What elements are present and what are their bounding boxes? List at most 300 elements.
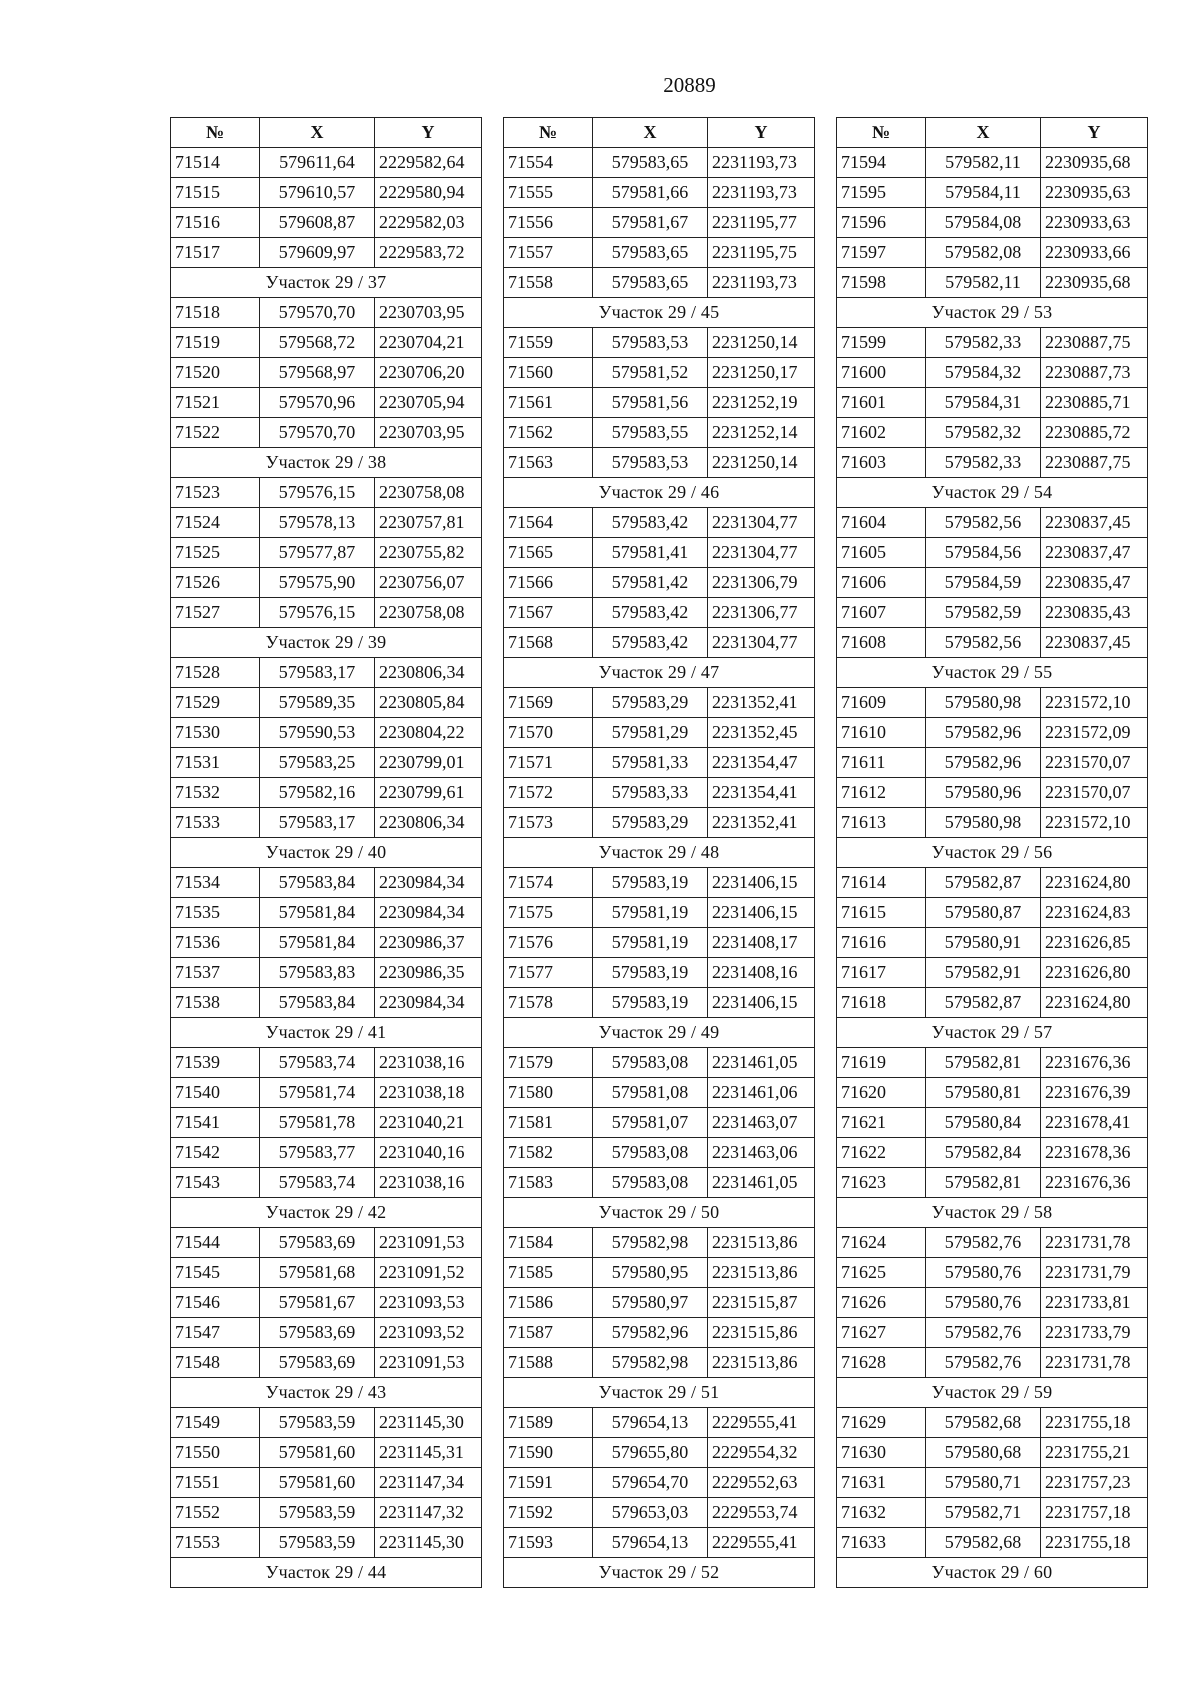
point-number: 71628 — [837, 1348, 926, 1378]
point-number: 71576 — [504, 928, 593, 958]
table-row — [504, 988, 815, 1018]
table-row — [837, 748, 1148, 778]
y-coordinate: 2231304,77 — [708, 508, 815, 538]
section-label: Участок 29 / 52 — [504, 1558, 815, 1588]
coordinate-table-3 — [836, 117, 1148, 1588]
section-row — [504, 1198, 815, 1228]
y-coordinate: 2230835,43 — [1041, 598, 1148, 628]
table-row — [837, 928, 1148, 958]
x-coordinate: 579582,16 — [260, 778, 375, 808]
x-coordinate: 579582,59 — [926, 598, 1041, 628]
x-coordinate: 579581,41 — [593, 538, 708, 568]
point-number: 71626 — [837, 1288, 926, 1318]
x-coordinate: 579581,74 — [260, 1078, 375, 1108]
table-row — [504, 178, 815, 208]
point-number: 71528 — [171, 658, 260, 688]
y-coordinate: 2231193,73 — [708, 148, 815, 178]
table-row — [171, 358, 482, 388]
header-x: X — [593, 118, 708, 148]
table-row — [837, 1468, 1148, 1498]
table-row — [504, 1318, 815, 1348]
point-number: 71619 — [837, 1048, 926, 1078]
section-label: Участок 29 / 44 — [171, 1558, 482, 1588]
table-row — [504, 448, 815, 478]
table-row — [171, 868, 482, 898]
x-coordinate: 579582,68 — [926, 1408, 1041, 1438]
section-label: Участок 29 / 49 — [504, 1018, 815, 1048]
x-coordinate: 579581,67 — [593, 208, 708, 238]
table-row — [837, 148, 1148, 178]
table-row — [171, 958, 482, 988]
coordinate-table-1 — [170, 117, 482, 1588]
point-number: 71593 — [504, 1528, 593, 1558]
y-coordinate: 2231626,85 — [1041, 928, 1148, 958]
table-row — [837, 1528, 1148, 1558]
table-row — [171, 1138, 482, 1168]
header-num: № — [837, 118, 926, 148]
point-number: 71516 — [171, 208, 260, 238]
x-coordinate: 579580,87 — [926, 898, 1041, 928]
x-coordinate: 579583,53 — [593, 328, 708, 358]
y-coordinate: 2231193,73 — [708, 178, 815, 208]
point-number: 71526 — [171, 568, 260, 598]
x-coordinate: 579581,78 — [260, 1108, 375, 1138]
y-coordinate: 2231570,07 — [1041, 748, 1148, 778]
x-coordinate: 579576,15 — [260, 598, 375, 628]
x-coordinate: 579581,60 — [260, 1468, 375, 1498]
table-row — [837, 628, 1148, 658]
y-coordinate: 2231624,80 — [1041, 988, 1148, 1018]
x-coordinate: 579582,56 — [926, 628, 1041, 658]
x-coordinate: 579583,17 — [260, 658, 375, 688]
point-number: 71557 — [504, 238, 593, 268]
table-row — [171, 598, 482, 628]
x-coordinate: 579570,70 — [260, 418, 375, 448]
x-coordinate: 579583,25 — [260, 748, 375, 778]
y-coordinate: 2230758,08 — [375, 478, 482, 508]
y-coordinate: 2231624,83 — [1041, 898, 1148, 928]
section-label: Участок 29 / 58 — [837, 1198, 1148, 1228]
section-label: Участок 29 / 40 — [171, 838, 482, 868]
point-number: 71523 — [171, 478, 260, 508]
x-coordinate: 579583,08 — [593, 1138, 708, 1168]
y-coordinate: 2230806,34 — [375, 658, 482, 688]
point-number: 71591 — [504, 1468, 593, 1498]
point-number: 71536 — [171, 928, 260, 958]
table-row — [504, 1288, 815, 1318]
point-number: 71588 — [504, 1348, 593, 1378]
x-coordinate: 579581,08 — [593, 1078, 708, 1108]
point-number: 71531 — [171, 748, 260, 778]
y-coordinate: 2231678,41 — [1041, 1108, 1148, 1138]
y-coordinate: 2231461,05 — [708, 1048, 815, 1078]
table-row — [837, 598, 1148, 628]
point-number: 71554 — [504, 148, 593, 178]
section-label: Участок 29 / 51 — [504, 1378, 815, 1408]
y-coordinate: 2231038,16 — [375, 1048, 482, 1078]
x-coordinate: 579583,19 — [593, 958, 708, 988]
table-row — [171, 1528, 482, 1558]
y-coordinate: 2230837,47 — [1041, 538, 1148, 568]
point-number: 71553 — [171, 1528, 260, 1558]
x-coordinate: 579580,91 — [926, 928, 1041, 958]
point-number: 71533 — [171, 808, 260, 838]
y-coordinate: 2231408,17 — [708, 928, 815, 958]
header-y: Y — [708, 118, 815, 148]
y-coordinate: 2231515,87 — [708, 1288, 815, 1318]
point-number: 71552 — [171, 1498, 260, 1528]
point-number: 71613 — [837, 808, 926, 838]
table-row — [504, 1048, 815, 1078]
point-number: 71519 — [171, 328, 260, 358]
point-number: 71633 — [837, 1528, 926, 1558]
x-coordinate: 579580,95 — [593, 1258, 708, 1288]
y-coordinate: 2230837,45 — [1041, 628, 1148, 658]
y-coordinate: 2231195,75 — [708, 238, 815, 268]
point-number: 71604 — [837, 508, 926, 538]
point-number: 71620 — [837, 1078, 926, 1108]
table-row — [504, 1138, 815, 1168]
table-row — [504, 1528, 815, 1558]
y-coordinate: 2231193,73 — [708, 268, 815, 298]
table-row — [504, 928, 815, 958]
x-coordinate: 579575,90 — [260, 568, 375, 598]
point-number: 71612 — [837, 778, 926, 808]
table-row — [837, 1408, 1148, 1438]
point-number: 71521 — [171, 388, 260, 418]
table-row — [171, 568, 482, 598]
table-row — [504, 1438, 815, 1468]
y-coordinate: 2231733,81 — [1041, 1288, 1148, 1318]
table-row — [837, 1348, 1148, 1378]
y-coordinate: 2231572,10 — [1041, 688, 1148, 718]
y-coordinate: 2230837,45 — [1041, 508, 1148, 538]
y-coordinate: 2231757,23 — [1041, 1468, 1148, 1498]
x-coordinate: 579583,29 — [593, 808, 708, 838]
x-coordinate: 579584,31 — [926, 388, 1041, 418]
section-row — [504, 478, 815, 508]
table-row — [504, 688, 815, 718]
y-coordinate: 2230804,22 — [375, 718, 482, 748]
point-number: 71574 — [504, 868, 593, 898]
table-row — [504, 208, 815, 238]
table-row — [171, 1168, 482, 1198]
x-coordinate: 579581,33 — [593, 748, 708, 778]
x-coordinate: 579583,69 — [260, 1318, 375, 1348]
table-row — [504, 1348, 815, 1378]
y-coordinate: 2231252,14 — [708, 418, 815, 448]
point-number: 71559 — [504, 328, 593, 358]
header-num: № — [171, 118, 260, 148]
y-coordinate: 2231147,34 — [375, 1468, 482, 1498]
y-coordinate: 2231252,19 — [708, 388, 815, 418]
table-row — [837, 1228, 1148, 1258]
section-label: Участок 29 / 53 — [837, 298, 1148, 328]
table-row — [837, 718, 1148, 748]
y-coordinate: 2231733,79 — [1041, 1318, 1148, 1348]
table-row — [171, 478, 482, 508]
y-coordinate: 2231250,14 — [708, 328, 815, 358]
x-coordinate: 579655,80 — [593, 1438, 708, 1468]
point-number: 71564 — [504, 508, 593, 538]
section-row — [504, 658, 815, 688]
point-number: 71524 — [171, 508, 260, 538]
section-label: Участок 29 / 37 — [171, 268, 482, 298]
section-row — [837, 838, 1148, 868]
point-number: 71592 — [504, 1498, 593, 1528]
table-row — [837, 898, 1148, 928]
table-row — [504, 1498, 815, 1528]
point-number: 71573 — [504, 808, 593, 838]
section-row — [171, 1558, 482, 1588]
point-number: 71563 — [504, 448, 593, 478]
y-coordinate: 2231093,52 — [375, 1318, 482, 1348]
x-coordinate: 579581,19 — [593, 898, 708, 928]
point-number: 71629 — [837, 1408, 926, 1438]
table-row — [837, 1288, 1148, 1318]
y-coordinate: 2230887,75 — [1041, 448, 1148, 478]
table-row — [171, 418, 482, 448]
x-coordinate: 579653,03 — [593, 1498, 708, 1528]
x-coordinate: 579584,08 — [926, 208, 1041, 238]
point-number: 71546 — [171, 1288, 260, 1318]
section-label: Участок 29 / 45 — [504, 298, 815, 328]
x-coordinate: 579581,84 — [260, 928, 375, 958]
table-row — [504, 1468, 815, 1498]
point-number: 71545 — [171, 1258, 260, 1288]
table-row — [171, 1048, 482, 1078]
table-row — [837, 1318, 1148, 1348]
y-coordinate: 2231040,16 — [375, 1138, 482, 1168]
y-coordinate: 2230933,63 — [1041, 208, 1148, 238]
point-number: 71551 — [171, 1468, 260, 1498]
table-row — [171, 148, 482, 178]
y-coordinate: 2230885,71 — [1041, 388, 1148, 418]
x-coordinate: 579582,98 — [593, 1228, 708, 1258]
point-number: 71631 — [837, 1468, 926, 1498]
section-row — [837, 658, 1148, 688]
table-row — [837, 778, 1148, 808]
table-row — [171, 1438, 482, 1468]
point-number: 71582 — [504, 1138, 593, 1168]
point-number: 71622 — [837, 1138, 926, 1168]
y-coordinate: 2230887,75 — [1041, 328, 1148, 358]
x-coordinate: 579583,83 — [260, 958, 375, 988]
point-number: 71606 — [837, 568, 926, 598]
y-coordinate: 2231145,31 — [375, 1438, 482, 1468]
x-coordinate: 579582,11 — [926, 148, 1041, 178]
header-x: X — [926, 118, 1041, 148]
point-number: 71544 — [171, 1228, 260, 1258]
section-row — [837, 1558, 1148, 1588]
y-coordinate: 2231463,06 — [708, 1138, 815, 1168]
table-row — [837, 508, 1148, 538]
point-number: 71599 — [837, 328, 926, 358]
point-number: 71560 — [504, 358, 593, 388]
x-coordinate: 579581,60 — [260, 1438, 375, 1468]
x-coordinate: 579583,77 — [260, 1138, 375, 1168]
x-coordinate: 579583,08 — [593, 1168, 708, 1198]
section-label: Участок 29 / 42 — [171, 1198, 482, 1228]
section-row — [171, 628, 482, 658]
table-row — [837, 1108, 1148, 1138]
section-label: Участок 29 / 57 — [837, 1018, 1148, 1048]
point-number: 71527 — [171, 598, 260, 628]
table-row — [504, 538, 815, 568]
table-row — [837, 178, 1148, 208]
point-number: 71609 — [837, 688, 926, 718]
y-coordinate: 2231091,53 — [375, 1348, 482, 1378]
x-coordinate: 579584,32 — [926, 358, 1041, 388]
page-number: 20889 — [663, 73, 716, 97]
section-row — [504, 1018, 815, 1048]
y-coordinate: 2231731,79 — [1041, 1258, 1148, 1288]
section-row — [837, 1378, 1148, 1408]
x-coordinate: 579583,42 — [593, 598, 708, 628]
y-coordinate: 2230705,94 — [375, 388, 482, 418]
x-coordinate: 579583,55 — [593, 418, 708, 448]
point-number: 71594 — [837, 148, 926, 178]
point-number: 71597 — [837, 238, 926, 268]
point-number: 71548 — [171, 1348, 260, 1378]
point-number: 71541 — [171, 1108, 260, 1138]
x-coordinate: 579610,57 — [260, 178, 375, 208]
y-coordinate: 2230706,20 — [375, 358, 482, 388]
point-number: 71579 — [504, 1048, 593, 1078]
x-coordinate: 579582,56 — [926, 508, 1041, 538]
x-coordinate: 579583,19 — [593, 988, 708, 1018]
point-number: 71583 — [504, 1168, 593, 1198]
y-coordinate: 2230933,66 — [1041, 238, 1148, 268]
section-label: Участок 29 / 59 — [837, 1378, 1148, 1408]
table-row — [171, 748, 482, 778]
coordinate-table-2 — [503, 117, 815, 1588]
y-coordinate: 2231145,30 — [375, 1408, 482, 1438]
y-coordinate: 2230704,21 — [375, 328, 482, 358]
y-coordinate: 2230805,84 — [375, 688, 482, 718]
point-number: 71570 — [504, 718, 593, 748]
table-row — [504, 568, 815, 598]
table-row — [171, 898, 482, 928]
y-coordinate: 2231572,09 — [1041, 718, 1148, 748]
section-label: Участок 29 / 55 — [837, 658, 1148, 688]
x-coordinate: 579568,97 — [260, 358, 375, 388]
point-number: 71578 — [504, 988, 593, 1018]
point-number: 71525 — [171, 538, 260, 568]
table-row — [171, 1468, 482, 1498]
y-coordinate: 2231040,21 — [375, 1108, 482, 1138]
table-row — [504, 148, 815, 178]
y-coordinate: 2231757,18 — [1041, 1498, 1148, 1528]
y-coordinate: 2229554,32 — [708, 1438, 815, 1468]
table-row — [504, 778, 815, 808]
y-coordinate: 2230935,68 — [1041, 148, 1148, 178]
x-coordinate: 579583,65 — [593, 148, 708, 178]
point-number: 71596 — [837, 208, 926, 238]
x-coordinate: 579583,59 — [260, 1498, 375, 1528]
section-row — [504, 1558, 815, 1588]
table-row — [837, 958, 1148, 988]
point-number: 71623 — [837, 1168, 926, 1198]
y-coordinate: 2231093,53 — [375, 1288, 482, 1318]
section-row — [171, 838, 482, 868]
point-number: 71538 — [171, 988, 260, 1018]
y-coordinate: 2231145,30 — [375, 1528, 482, 1558]
y-coordinate: 2231513,86 — [708, 1228, 815, 1258]
y-coordinate: 2231306,77 — [708, 598, 815, 628]
point-number: 71529 — [171, 688, 260, 718]
x-coordinate: 579583,19 — [593, 868, 708, 898]
header-y: Y — [1041, 118, 1148, 148]
table-row — [171, 238, 482, 268]
point-number: 71595 — [837, 178, 926, 208]
table-row — [171, 778, 482, 808]
table-row — [504, 1228, 815, 1258]
table-row — [837, 268, 1148, 298]
x-coordinate: 579582,71 — [926, 1498, 1041, 1528]
x-coordinate: 579577,87 — [260, 538, 375, 568]
table-row — [504, 238, 815, 268]
x-coordinate: 579654,13 — [593, 1528, 708, 1558]
table-row — [504, 1258, 815, 1288]
table-row — [504, 1408, 815, 1438]
x-coordinate: 579609,97 — [260, 238, 375, 268]
y-coordinate: 2231304,77 — [708, 628, 815, 658]
table-row — [171, 208, 482, 238]
table-row — [171, 718, 482, 748]
table-row — [171, 1228, 482, 1258]
x-coordinate: 579581,19 — [593, 928, 708, 958]
y-coordinate: 2231624,80 — [1041, 868, 1148, 898]
x-coordinate: 579581,56 — [593, 388, 708, 418]
point-number: 71615 — [837, 898, 926, 928]
point-number: 71567 — [504, 598, 593, 628]
table-row — [171, 1348, 482, 1378]
table-header-row — [504, 118, 815, 148]
y-coordinate: 2230986,35 — [375, 958, 482, 988]
y-coordinate: 2231354,41 — [708, 778, 815, 808]
table-row — [837, 1498, 1148, 1528]
x-coordinate: 579584,59 — [926, 568, 1041, 598]
point-number: 71571 — [504, 748, 593, 778]
point-number: 71586 — [504, 1288, 593, 1318]
y-coordinate: 2229582,64 — [375, 148, 482, 178]
point-number: 71558 — [504, 268, 593, 298]
y-coordinate: 2231195,77 — [708, 208, 815, 238]
y-coordinate: 2231306,79 — [708, 568, 815, 598]
x-coordinate: 579582,08 — [926, 238, 1041, 268]
y-coordinate: 2231147,32 — [375, 1498, 482, 1528]
x-coordinate: 579570,70 — [260, 298, 375, 328]
table-row — [171, 1318, 482, 1348]
y-coordinate: 2229555,41 — [708, 1408, 815, 1438]
table-row — [171, 508, 482, 538]
point-number: 71568 — [504, 628, 593, 658]
table-row — [504, 628, 815, 658]
x-coordinate: 579581,68 — [260, 1258, 375, 1288]
table-row — [837, 358, 1148, 388]
x-coordinate: 579582,96 — [926, 748, 1041, 778]
table-row — [171, 538, 482, 568]
point-number: 71621 — [837, 1108, 926, 1138]
point-number: 71581 — [504, 1108, 593, 1138]
y-coordinate: 2230757,81 — [375, 508, 482, 538]
table-row — [837, 208, 1148, 238]
point-number: 71540 — [171, 1078, 260, 1108]
point-number: 71603 — [837, 448, 926, 478]
table-row — [837, 1258, 1148, 1288]
point-number: 71590 — [504, 1438, 593, 1468]
